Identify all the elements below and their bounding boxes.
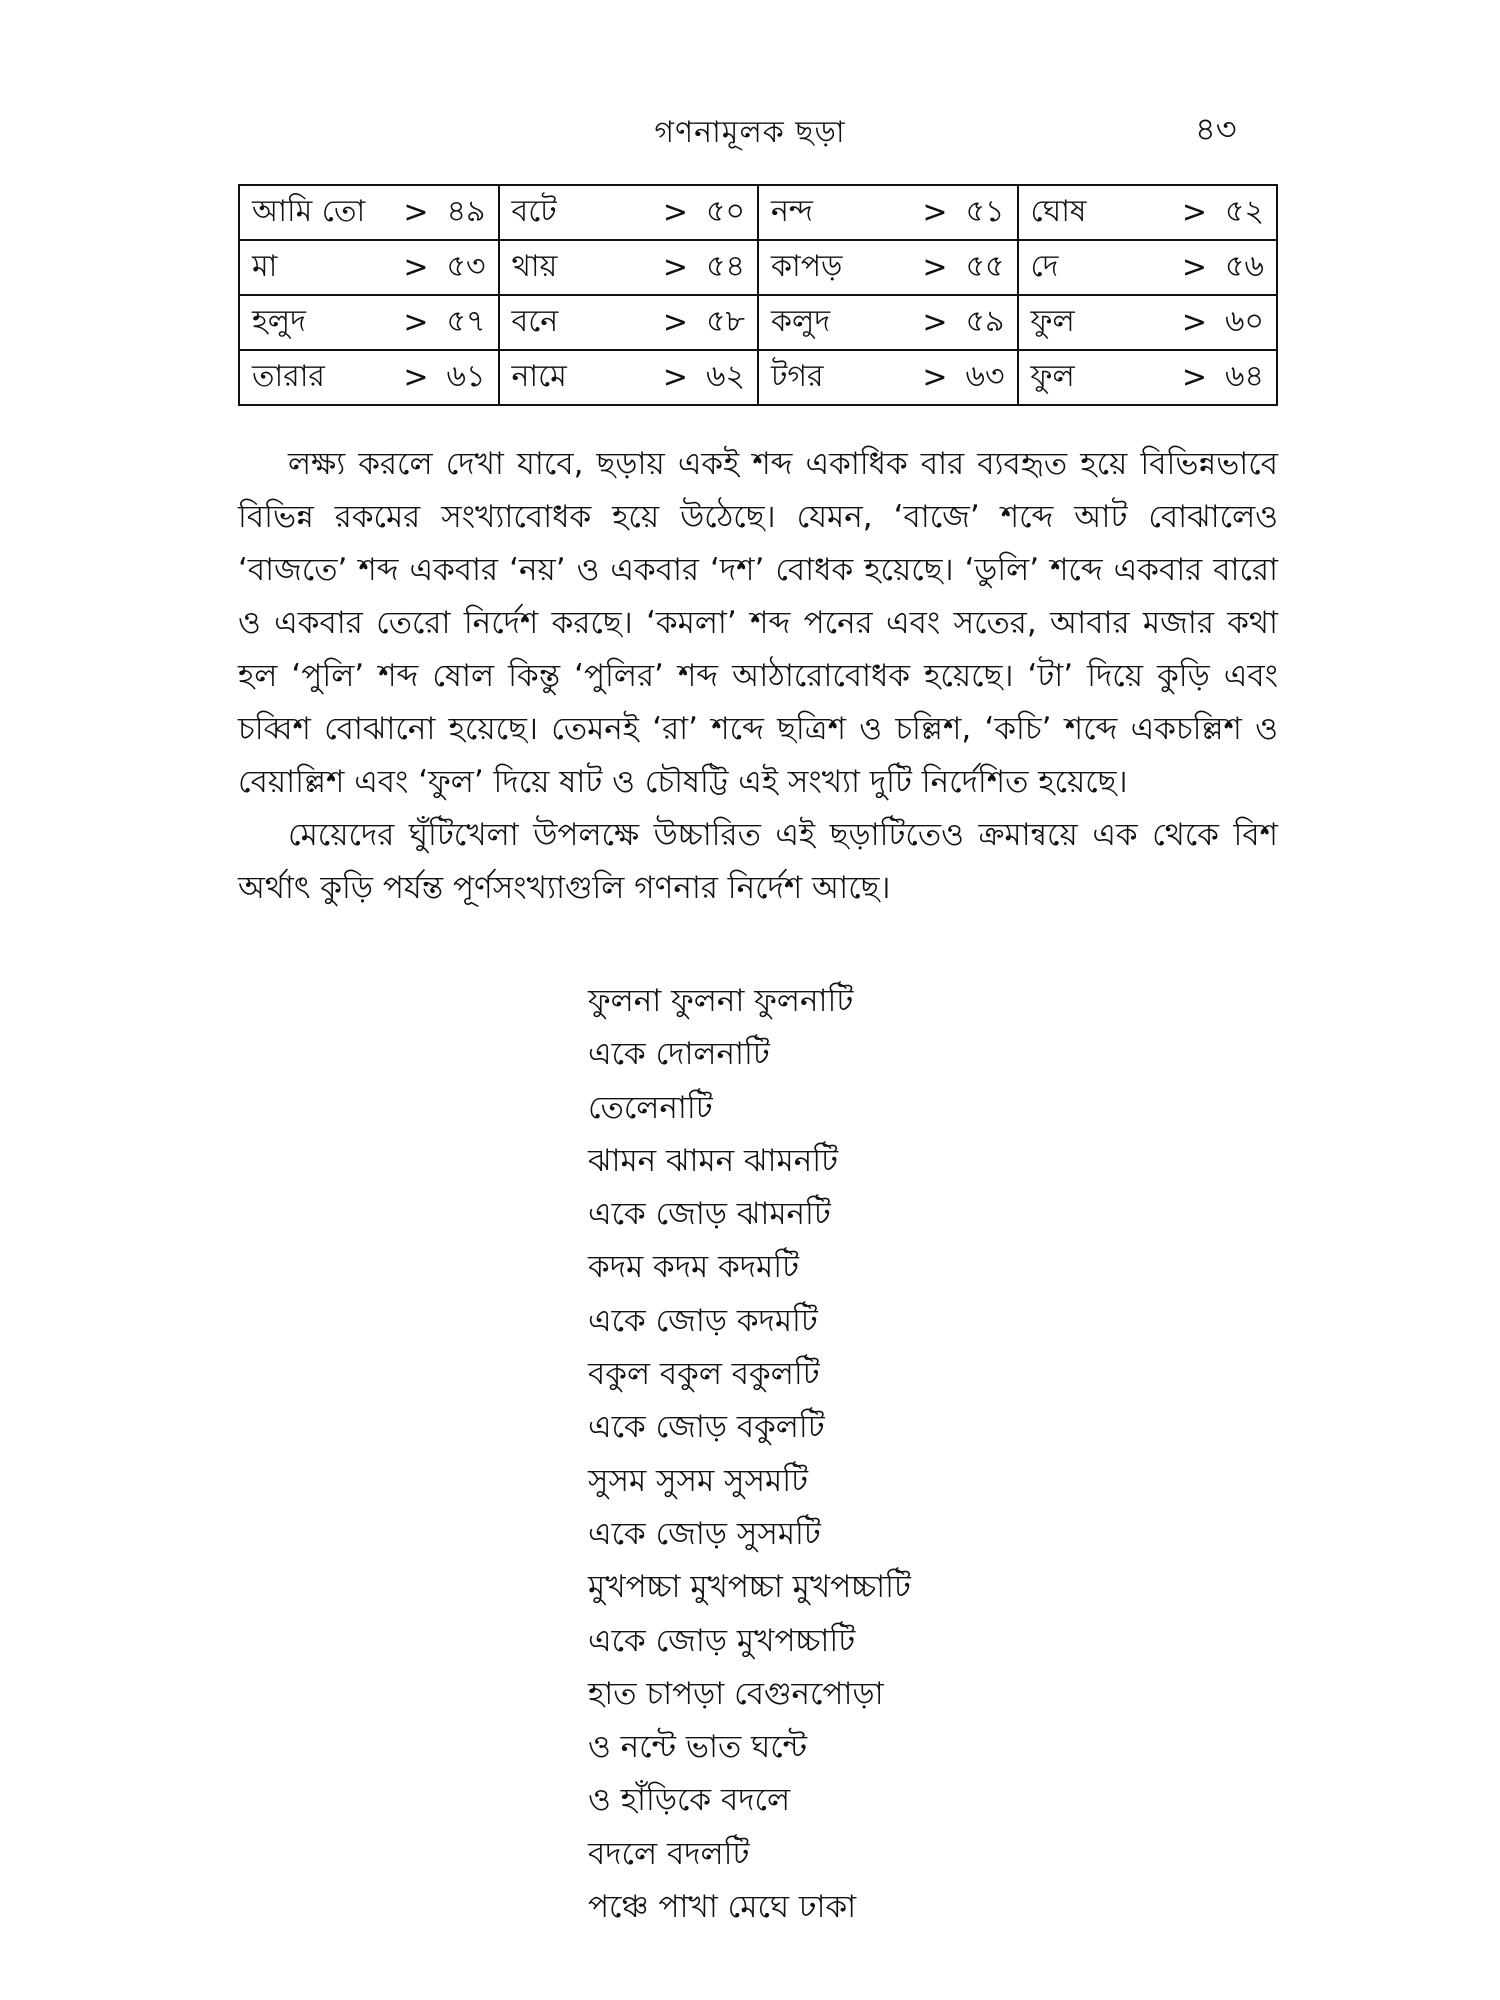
cell-number: ৫৬: [1225, 249, 1264, 284]
cell-number: ৬৪: [1225, 359, 1264, 394]
cell-number: ৫৫: [965, 249, 1005, 284]
table-row: [239, 350, 1277, 405]
verse-line: একে জোড় মুখপচ্চাটি: [588, 1622, 856, 1659]
body-text: [238, 438, 1278, 915]
cell-number: ৬০: [1224, 304, 1264, 339]
verse-line: একে জোড় কদমটি: [588, 1302, 818, 1339]
verse-line: হাত চাপড়া বেগুনপোড়া: [588, 1675, 884, 1712]
table-cell: [1018, 350, 1278, 405]
cell-word: নন্দ: [771, 194, 813, 229]
cell-sign: >: [662, 250, 689, 285]
cell-sign: >: [403, 305, 429, 340]
table-row: [239, 295, 1277, 350]
cell-sign: >: [662, 360, 688, 395]
cell-sign: >: [403, 360, 429, 395]
cell-word: আমি তো: [252, 194, 366, 229]
cell-word: থায়: [511, 249, 558, 284]
table-cell: [239, 350, 499, 405]
cell-word: হলুদ: [252, 304, 306, 339]
verse-line: একে জোড় সুসমটি: [588, 1515, 821, 1552]
cell-word: তারার: [252, 359, 325, 394]
cell-sign: >: [1181, 360, 1208, 395]
verse-line: বদলে বদলটি: [588, 1835, 750, 1872]
cell-word: ঘোষ: [1030, 194, 1087, 229]
cell-number: ৫৯: [965, 304, 1005, 339]
table-cell: [499, 240, 759, 295]
cell-number: ৬১: [446, 359, 486, 394]
cell-word: বনে: [511, 304, 559, 339]
verse-line: ও নন্টে ভাত ঘন্টে: [588, 1729, 808, 1766]
cell-sign: >: [403, 250, 429, 285]
cell-sign: >: [403, 195, 429, 230]
cell-word: মা: [252, 249, 278, 284]
table-cell: [239, 185, 499, 240]
paragraph: মেয়েদের ঘুঁটিখেলা উপলক্ষে উচ্চারিত এই ছড়াটিতেও ক্রমান্বয়ে এক থেকে বিশ অর্থাৎ কুড়ি পর্যন্ত পূর্ণসংখ্যাগুলি গণনার নির্দেশ আছে।: [238, 817, 1278, 906]
verse-line: সুসম সুসম সুসমটি: [588, 1462, 808, 1499]
rhyme-verse: [588, 975, 911, 1934]
table-cell: [1018, 295, 1278, 350]
cell-number: ৫০: [706, 194, 745, 229]
cell-word: বটে: [511, 194, 557, 229]
verse-line: একে দোলনাটি: [588, 1036, 770, 1073]
number-word-table: [238, 184, 1278, 406]
cell-number: ৫১: [965, 194, 1005, 229]
cell-number: ৫২: [1225, 194, 1264, 229]
table-cell: [758, 350, 1018, 405]
cell-number: ৫৭: [446, 304, 486, 339]
verse-line: কদম কদম কদমটি: [588, 1249, 800, 1286]
cell-word: ফুল: [1030, 304, 1075, 339]
verse-line: ঝামন ঝামন ঝামনটি: [588, 1142, 838, 1179]
table-cell: [758, 295, 1018, 350]
table-cell: [1018, 240, 1278, 295]
table-cell: [758, 240, 1018, 295]
running-title: গণনামূলক ছড়া: [654, 115, 846, 150]
table-cell: [499, 185, 759, 240]
cell-number: ৪৯: [446, 194, 486, 229]
table-cell: [1018, 185, 1278, 240]
page-number: ৪৩: [1195, 110, 1237, 148]
table-row: [239, 240, 1277, 295]
table-cell: [239, 240, 499, 295]
cell-number: ৫৮: [706, 304, 745, 339]
cell-word: টগর: [771, 359, 824, 394]
cell-sign: >: [922, 360, 948, 395]
paragraph: লক্ষ্য করলে দেখা যাবে, ছড়ায় একই শব্দ একাধিক বার ব্যবহৃত হয়ে বিভিন্নভাবে বিভিন্ন রকমের সংখ্যাবোধক হয়ে উঠেছে। যেমন, ‘বাজে’ শব্দে আট বোঝালেও ‘বাজতে’ শব্দ একবার ‘নয়’ ও একবার ‘দশ’ বোধক হয়েছে। ‘ডুলি’ শব্দে একবার বারো ও একবার তেরো নির্দেশ করছে। ‘কমলা’ শব্দ পনের এবং সতের, আবার মজার কথা হল ‘পুলি’ শব্দ ষোল কিন্তু ‘পুলির’ শব্দ আঠারোবোধক হয়েছে। ‘টা’ দিয়ে কুড়ি এবং চব্বিশ বোঝানো হয়েছে। তেমনই ‘রা’ শব্দে ছত্রিশ ও চল্লিশ, ‘কচি’ শব্দে একচল্লিশ ও বেয়াল্লিশ এবং ‘ফুল’ দিয়ে ষাট ও চৌষট্টি এই সংখ্যা দুটি নির্দেশিত হয়েছে।: [238, 446, 1278, 800]
verse-line: মুখপচ্চা মুখপচ্চা মুখপচ্চাটি: [588, 1569, 911, 1606]
verse-line: একে জোড় বকুলটি: [588, 1409, 825, 1446]
cell-sign: >: [1181, 305, 1207, 340]
cell-sign: >: [922, 250, 948, 285]
cell-sign: >: [662, 305, 689, 340]
verse-line: ফুলনা ফুলনা ফুলনাটি: [588, 983, 854, 1019]
cell-number: ৫৩: [446, 249, 486, 284]
verse-line: তেলেনাটি: [588, 1089, 713, 1126]
cell-sign: >: [922, 195, 948, 230]
cell-sign: >: [1181, 250, 1208, 285]
cell-word: কলুদ: [771, 304, 831, 339]
verse-line: একে জোড় ঝামনটি: [588, 1196, 831, 1233]
cell-word: কাপড়: [771, 249, 843, 284]
cell-sign: >: [662, 195, 689, 230]
verse-line: পঞ্চে পাখা মেঘে ঢাকা: [588, 1889, 857, 1926]
cell-number: ৫৪: [706, 249, 745, 284]
cell-number: ৬২: [705, 359, 745, 394]
table-row: [239, 185, 1277, 240]
cell-sign: >: [922, 305, 948, 340]
verse-line: বকুল বকুল বকুলটি: [588, 1356, 820, 1393]
table-cell: [758, 185, 1018, 240]
cell-number: ৬৩: [965, 359, 1005, 394]
verse-line: ও হাঁড়িকে বদলে: [588, 1782, 791, 1819]
table-cell: [239, 295, 499, 350]
cell-word: দে: [1030, 249, 1059, 284]
cell-word: ফুল: [1030, 359, 1075, 394]
table-cell: [499, 350, 759, 405]
cell-sign: >: [1181, 195, 1208, 230]
table-cell: [499, 295, 759, 350]
cell-word: নামে: [511, 359, 567, 394]
